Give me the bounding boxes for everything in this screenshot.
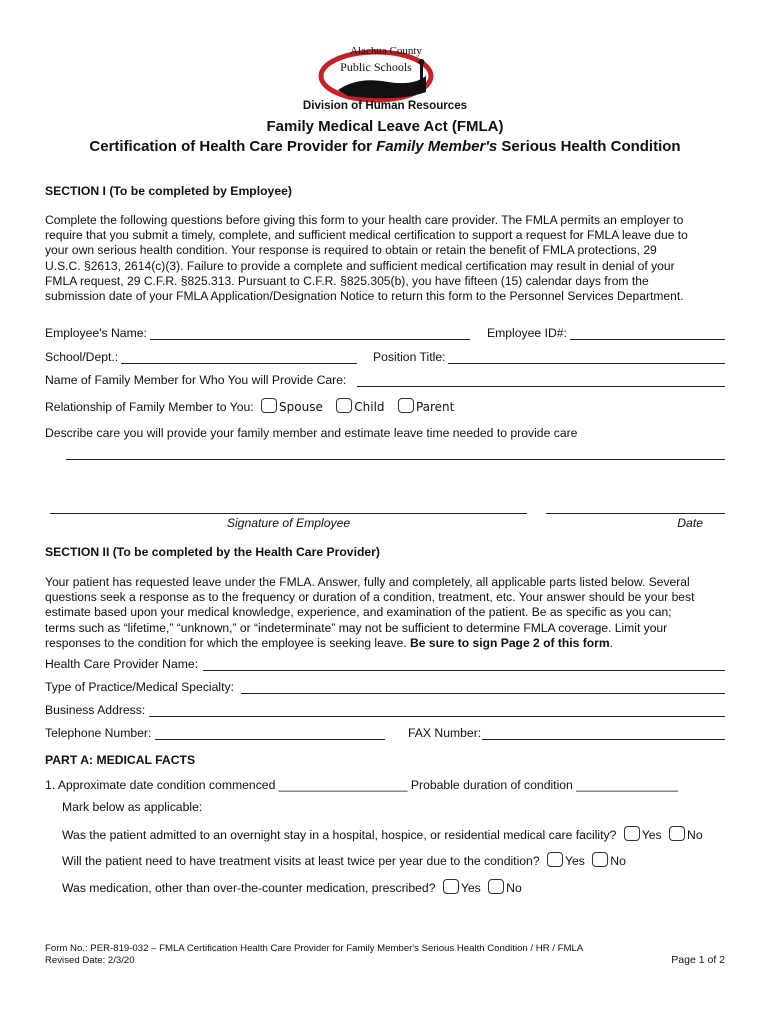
question-treatment-visits bbox=[62, 852, 626, 868]
revised-date: Revised Date: 2/3/20 bbox=[45, 955, 135, 966]
medication-yes-checkbox[interactable] bbox=[443, 879, 459, 894]
division-name: Division of Human Resources bbox=[302, 99, 468, 112]
section-1-heading: SECTION I (To be completed by Employee) bbox=[45, 184, 292, 198]
form-number: Form No.: PER-819-032 – FMLA Certification Health Care Provider for Family Member's Serious Health Condition / HR / FMLA bbox=[45, 943, 584, 954]
visits-yes-checkbox[interactable] bbox=[547, 852, 563, 867]
section-2-intro bbox=[45, 575, 735, 651]
visits-no-checkbox[interactable] bbox=[592, 852, 608, 867]
section-1-intro bbox=[45, 213, 735, 304]
intro-line: FMLA request, 29 C.F.R. §825.313. Pursuant to C.F.R. §825.305(b), you have fifteen (15) calendar days from the bbox=[45, 273, 649, 288]
intro-text: . bbox=[609, 635, 614, 650]
relationship-label: Relationship of Family Member to You: bbox=[45, 400, 254, 414]
logo-text-line1: Alachua County bbox=[350, 45, 422, 57]
employee-date-field[interactable] bbox=[546, 513, 725, 514]
school-dept-field[interactable] bbox=[121, 363, 357, 364]
no-label: No bbox=[687, 828, 703, 842]
employee-name-label: Employee's Name: bbox=[45, 326, 147, 340]
describe-care-field[interactable] bbox=[66, 459, 725, 460]
question-medication bbox=[62, 879, 522, 895]
yes-label: Yes bbox=[460, 881, 481, 895]
signature-label: Signature of Employee bbox=[226, 516, 351, 530]
telephone-field[interactable] bbox=[155, 739, 385, 740]
intro-line bbox=[45, 636, 735, 651]
section-2-heading: SECTION II (To be completed by the Health Care Provider) bbox=[45, 545, 380, 559]
intro-line: U.S.C. §2613, 2614(c)(3). Failure to provide a complete and sufficient medical certification may result in denial of your bbox=[45, 258, 675, 273]
form-title: Family Medical Leave Act (FMLA) bbox=[266, 118, 504, 135]
intro-line: terms such as “lifetime,” “unknown,” or “indeterminate” may not be sufficient to determine FMLA coverage. Limit your bbox=[45, 620, 668, 635]
position-title-label: Position Title: bbox=[373, 350, 446, 364]
hospital-yes-checkbox[interactable] bbox=[624, 826, 640, 841]
provider-name-field[interactable] bbox=[203, 670, 725, 671]
family-member-field[interactable] bbox=[357, 386, 725, 387]
spouse-option-label: Spouse bbox=[279, 400, 323, 414]
describe-care-label: Describe care you will provide your family member and estimate leave time needed to provide care bbox=[45, 426, 578, 440]
fax-field[interactable] bbox=[482, 739, 725, 740]
employee-id-label: Employee ID#: bbox=[487, 326, 567, 340]
child-option-label: Child bbox=[354, 400, 385, 414]
position-title-field[interactable] bbox=[448, 363, 725, 364]
yes-label: Yes bbox=[641, 828, 662, 842]
intro-line: questions seek a response as to the frequency or duration of a condition, treatment, etc. Your answer should be your best bbox=[45, 590, 695, 605]
district-logo bbox=[318, 46, 442, 104]
logo-text-line2: Public Schools bbox=[340, 60, 412, 74]
subtitle-emphasis: Family Member's bbox=[376, 138, 498, 155]
parent-option-label: Parent bbox=[415, 400, 455, 414]
question-text: Will the patient need to have treatment visits at least twice per year due to the condition? bbox=[62, 854, 540, 868]
hospital-no-checkbox[interactable] bbox=[669, 826, 685, 841]
fax-label: FAX Number: bbox=[408, 726, 482, 740]
business-address-field[interactable] bbox=[149, 716, 725, 717]
intro-line: Complete the following questions before giving this form to your health care provider. The FMLA permits an employer to bbox=[45, 213, 684, 227]
telephone-label: Telephone Number: bbox=[45, 726, 152, 740]
part-a-heading: PART A: MEDICAL FACTS bbox=[45, 753, 196, 767]
no-label: No bbox=[610, 854, 626, 868]
practice-specialty-field[interactable] bbox=[241, 693, 725, 694]
subtitle-part: Serious Health Condition bbox=[497, 138, 681, 155]
employee-id-field[interactable] bbox=[570, 339, 725, 340]
family-member-label: Name of Family Member for Who You will Provide Care: bbox=[45, 373, 347, 387]
yes-label: Yes bbox=[565, 854, 585, 868]
question-hospital-stay bbox=[62, 826, 703, 842]
sign-page-2-notice: Be sure to sign Page 2 of this form bbox=[410, 635, 610, 650]
employee-name-field[interactable] bbox=[150, 339, 470, 340]
page-number: Page 1 of 2 bbox=[671, 954, 725, 966]
practice-specialty-label: Type of Practice/Medical Specialty: bbox=[45, 680, 234, 694]
question-1: 1. Approximate date condition commenced ___________________ Probable duration of condition _______________ bbox=[45, 778, 678, 792]
subtitle-part: Certification of Health Care Provider for bbox=[89, 138, 377, 155]
business-address-label: Business Address: bbox=[45, 703, 146, 717]
intro-line: Your patient has requested leave under the FMLA. Answer, fully and completely, all applicable parts listed below. Several bbox=[45, 575, 690, 589]
school-dept-label: School/Dept.: bbox=[45, 350, 119, 364]
employee-signature-field[interactable] bbox=[50, 513, 527, 514]
intro-line: your own serious health condition. Your response is required to obtain or retain the benefit of FMLA protections, 29 bbox=[45, 243, 657, 258]
no-label: No bbox=[506, 881, 522, 895]
question-text: Was the patient admitted to an overnight stay in a hospital, hospice, or residential medical care facility? bbox=[62, 828, 617, 842]
intro-line: require that you submit a timely, complete, and sufficient medical certification to support a request for FMLA leave due to bbox=[45, 228, 688, 243]
parent-checkbox[interactable] bbox=[398, 398, 414, 413]
intro-line: submission date of your FMLA Application/Designation Notice to return this form to the Personnel Services Department. bbox=[45, 289, 684, 304]
spouse-checkbox[interactable] bbox=[261, 398, 277, 413]
medication-no-checkbox[interactable] bbox=[488, 879, 504, 894]
date-label: Date bbox=[677, 516, 703, 530]
provider-name-label: Health Care Provider Name: bbox=[45, 657, 199, 671]
intro-text: responses to the condition for which the employee is seeking leave. bbox=[45, 635, 411, 650]
question-text: Was medication, other than over-the-counter medication, prescribed? bbox=[62, 881, 436, 895]
child-checkbox[interactable] bbox=[336, 398, 352, 413]
form-subtitle bbox=[0, 138, 770, 155]
intro-line: estimate based upon your medical knowledge, experience, and examination of the patient. Be as specific as you can; bbox=[45, 605, 672, 620]
mark-below-label: Mark below as applicable: bbox=[62, 800, 203, 814]
relationship-row bbox=[45, 398, 460, 414]
